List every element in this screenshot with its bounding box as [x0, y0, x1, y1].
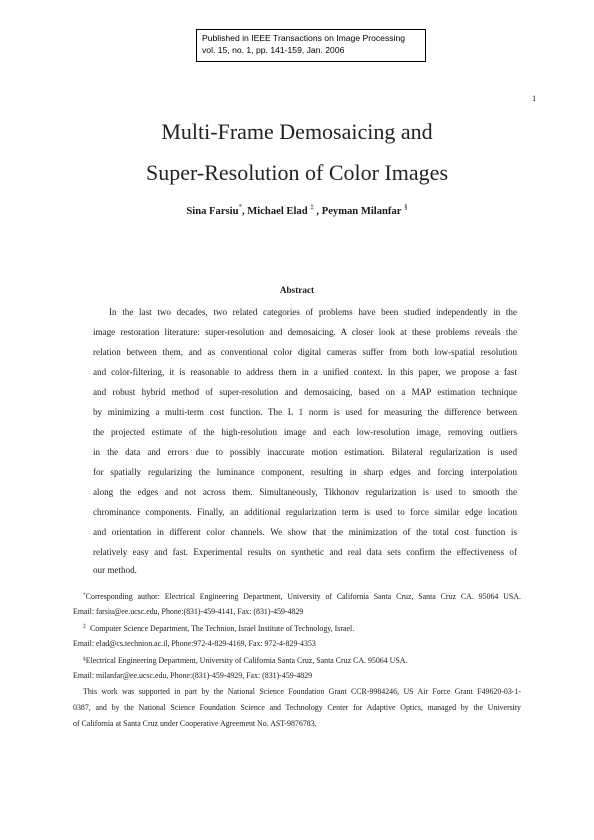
footnote-mark: ‡ — [83, 624, 86, 630]
footnote-affiliation — [83, 622, 521, 633]
abstract-line: and orientation in different color channels. We show that the minimization of the total cost function is — [93, 527, 517, 537]
footnote-affiliation — [83, 654, 521, 665]
footnote-email: Email: farsiu@ee.ucsc.edu, Phone:(831)-459-4141, Fax: (831)-459-4829 — [73, 607, 304, 616]
author-footnote-mark: ‡ — [310, 203, 314, 211]
author-footnote-mark: * — [238, 203, 242, 211]
abstract-line: our method. — [93, 565, 137, 575]
abstract-line: and color-filtering, it is reasonable to address them in a unified context. In this paper, we propose a fast — [93, 367, 517, 377]
footnote-text: Electrical Engineering Department, University of California Santa Cruz, Santa Cruz CA. 95064 USA. — [85, 656, 408, 665]
author-name: Peyman Milanfar — [321, 206, 402, 217]
funding-acknowledgement: of California at Santa Cruz under Cooperative Agreement No. AST-9876783. — [73, 719, 317, 728]
footnote-email: Email: milanfar@ee.ucsc.edu, Phone:(831)-459-4929, Fax: (831)-459-4829 — [73, 671, 313, 680]
author-name: Sina Farsiu — [186, 206, 239, 217]
page-number: 1 — [532, 93, 537, 103]
abstract-line: In the last two decades, two related categories of problems have been studied independently in the — [109, 307, 517, 317]
abstract-line: relatively easy and fast. Experimental results on synthetic and real data sets confirm the effectiveness of — [93, 547, 517, 557]
paper-title-line-2: Super-Resolution of Color Images — [145, 160, 449, 185]
abstract-line: for spatially regularizing the luminance component, resulting in sharp edges and forcing interpolation — [93, 467, 517, 477]
author-list — [0, 203, 594, 217]
footnote-mark: * — [83, 592, 86, 598]
author-footnote-mark: § — [404, 203, 408, 211]
paper-title-line-1: Multi-Frame Demosaicing and — [161, 119, 433, 144]
footnote-text: Computer Science Department, The Technion, Israel Institute of Technology, Israel. — [90, 624, 355, 633]
author-separator: , — [313, 206, 322, 217]
abstract-line: and robust hybrid method of super-resolution and demosaicing, based on a MAP estimation technique — [93, 387, 517, 397]
abstract-heading: Abstract — [279, 285, 315, 295]
funding-acknowledgement: 0387, and by the National Science Foundation Science and Technology Center for Adaptive Optics, managed by the University — [73, 703, 521, 712]
footnote-corresponding-author — [83, 590, 521, 601]
author-separator: , — [241, 206, 248, 217]
abstract-line: relation between them, and as conventional color digital cameras suffer from both low-spatial resolution — [93, 347, 517, 357]
funding-acknowledgement: This work was supported in part by the National Science Foundation Grant CCR-9984246, US Air Force Grant F49620-03-1- — [83, 687, 521, 696]
footnote-email: Email: elad@cs.technion.ac.il, Phone:972-4-829-4169, Fax: 972-4-829-4353 — [73, 639, 316, 648]
publication-info-box — [196, 29, 426, 62]
author-name: Michael Elad — [247, 206, 308, 217]
abstract-line: by minimizing a multi-term cost function. The L 1 norm is used for measuring the difference between — [93, 407, 517, 417]
publication-volume: vol. 15, no. 1, pp. 141-159, Jan. 2006 — [202, 44, 345, 55]
abstract-line: the projected estimate of the high-resolution image and each low-resolution image, removing outliers — [93, 427, 517, 437]
abstract-line: chrominance components. Finally, an additional regularization term is used to force similar edge location — [93, 507, 517, 517]
abstract-line: image restoration literature: super-resolution and demosaicing. A closer look at these problems reveals the — [93, 327, 517, 337]
abstract-line: in the data and errors due to possibly inaccurate motion estimation. Bilateral regularization is used — [93, 447, 517, 457]
footnote-mark: § — [83, 656, 86, 662]
abstract-line: along the edges and not across them. Simultaneously, Tikhonov regularization is used to smooth the — [93, 487, 517, 497]
publication-journal: Published in IEEE Transactions on Image Processing — [202, 33, 406, 43]
footnote-text: Corresponding author: Electrical Engineering Department, University of California Santa Cruz, Santa Cruz CA. 95064 USA. — [85, 592, 521, 601]
